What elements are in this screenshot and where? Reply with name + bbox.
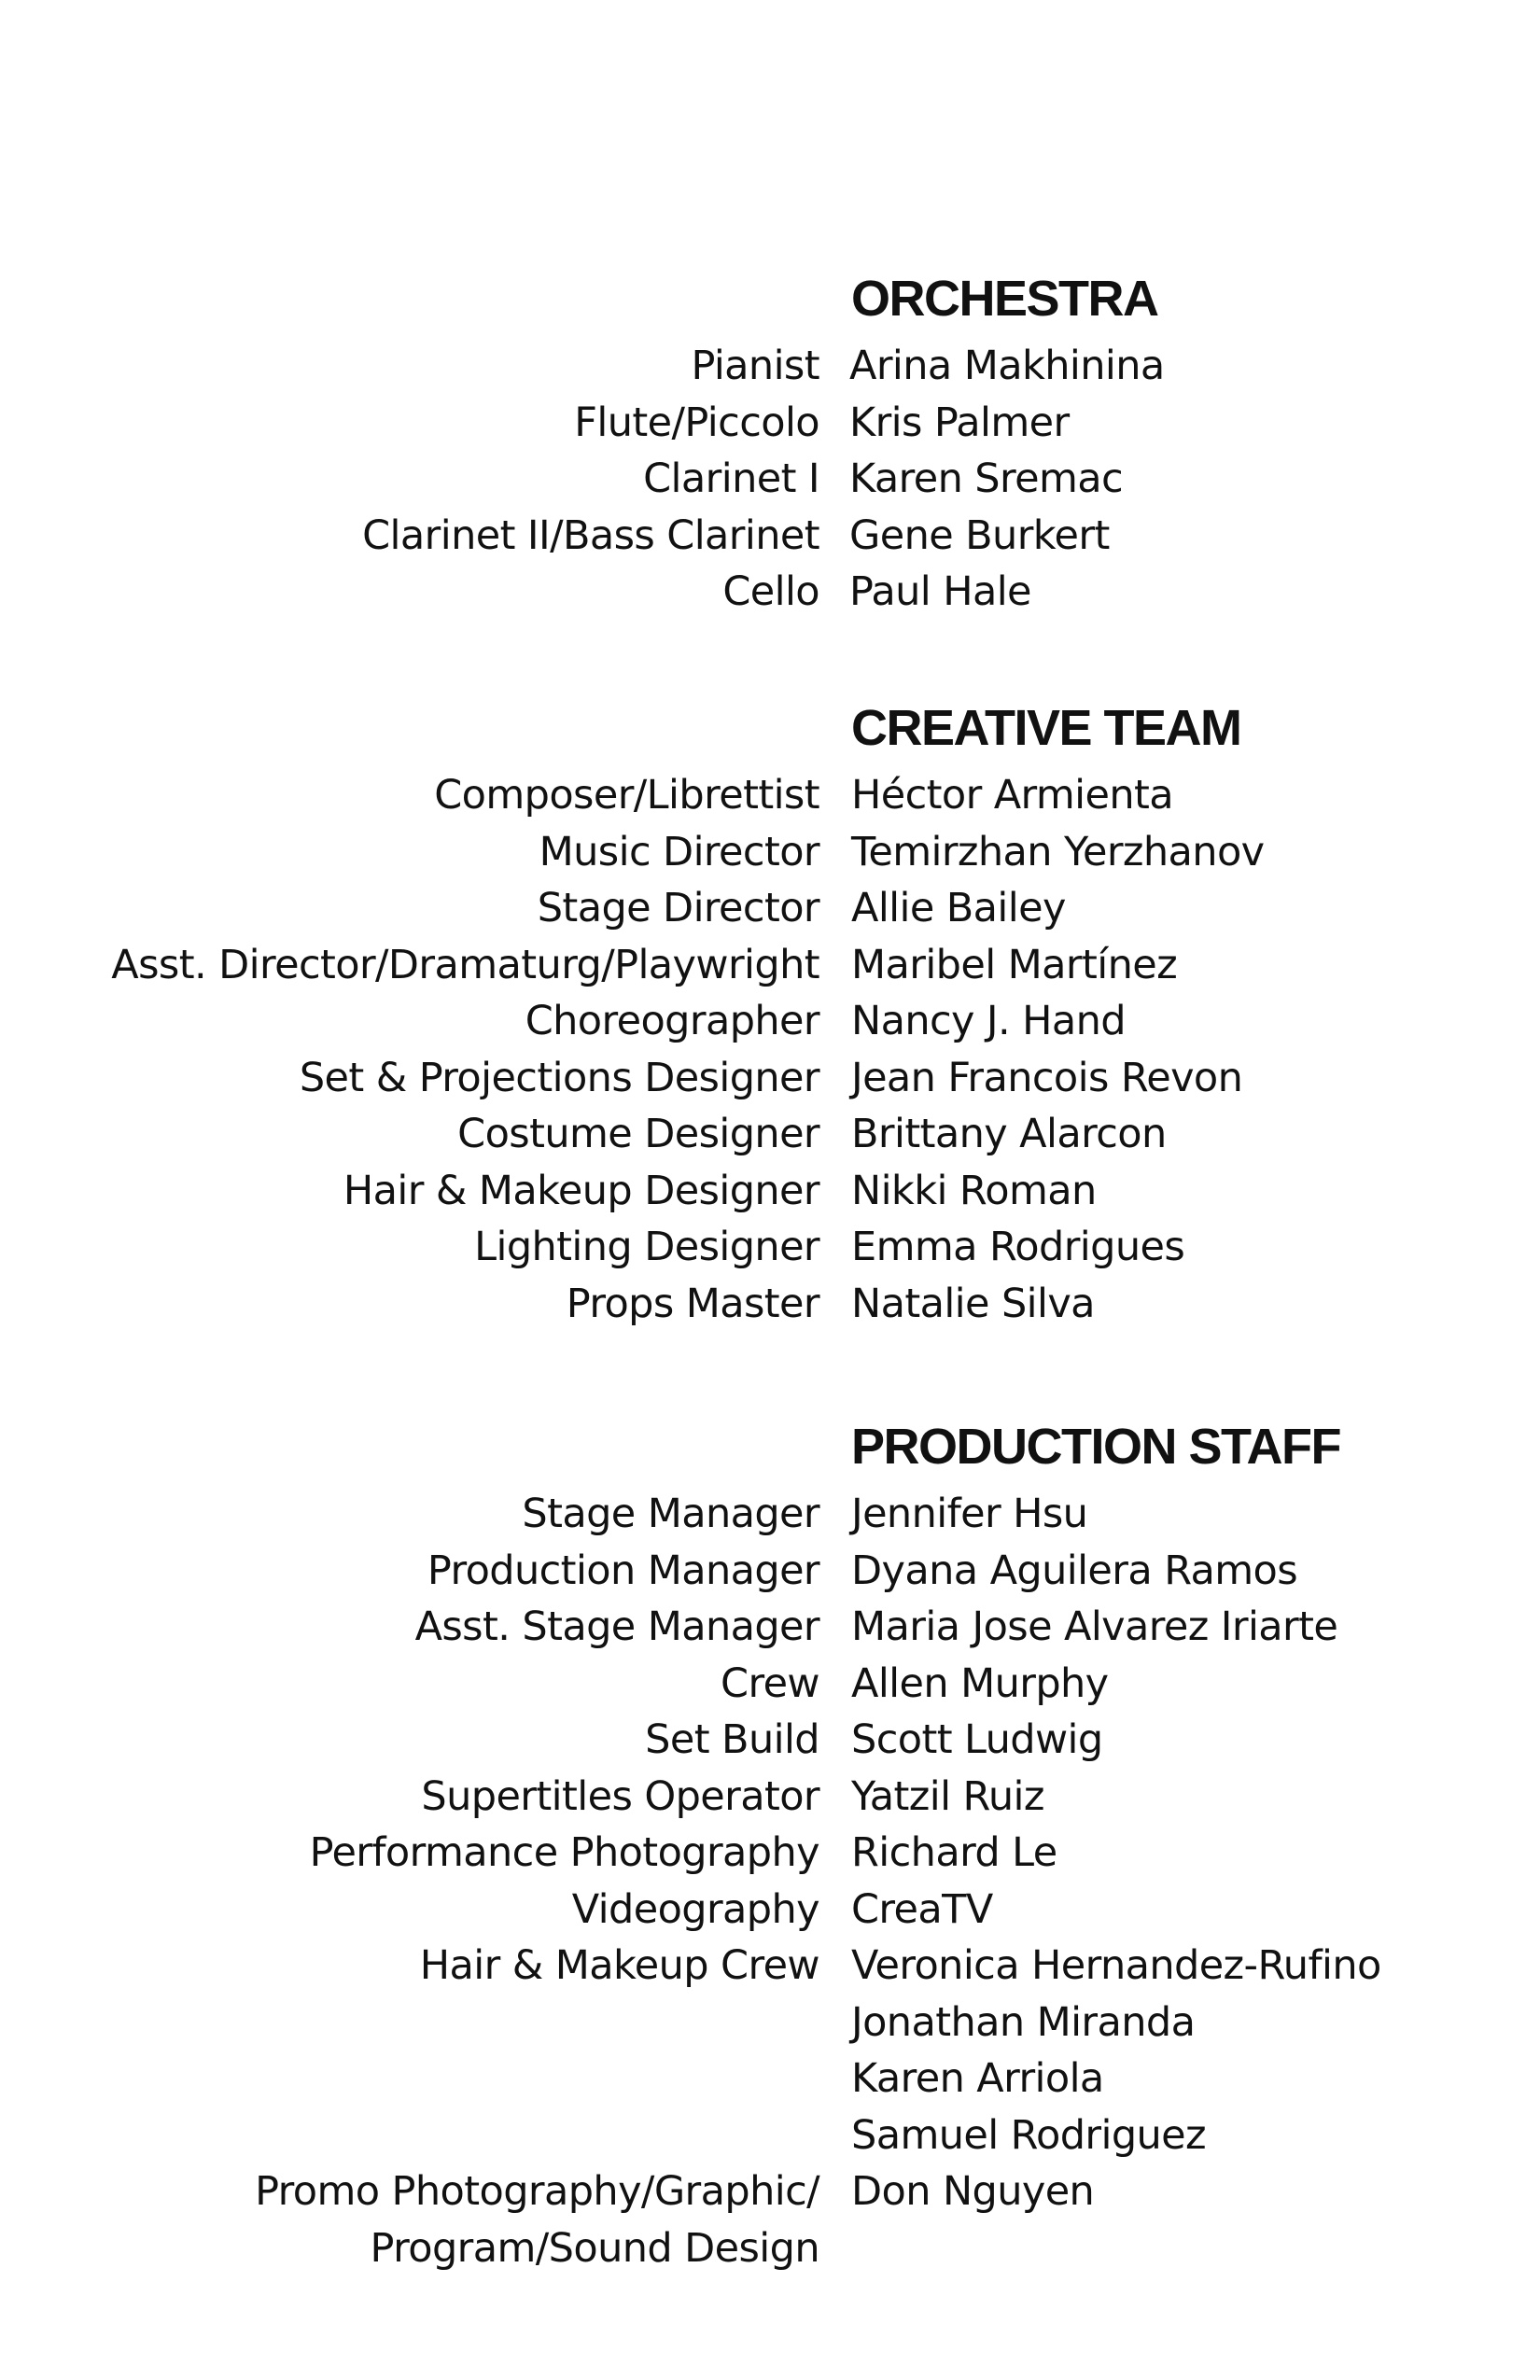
credit-row (0, 1486, 1540, 1543)
credit-row (0, 1995, 1540, 2051)
credit-role: Videography (571, 1885, 819, 1933)
credit-row (0, 1276, 1540, 1333)
credit-role: Set Build (645, 1716, 819, 1763)
credit-row (0, 2107, 1540, 2164)
credit-role: Choreographer (525, 998, 819, 1044)
credit-role: Flute/Piccolo (574, 399, 819, 446)
credit-name: Jennifer Hsu (851, 1491, 1088, 1537)
credit-name: CreaTV (851, 1885, 993, 1933)
credit-row (0, 564, 1540, 621)
credit-role: Composer/Librettist (434, 772, 819, 819)
credit-name: Richard Le (851, 1829, 1057, 1876)
credit-name: Veronica Hernandez-Rufino (851, 1942, 1381, 1989)
credit-row (0, 824, 1540, 881)
orchestra-heading: ORCHESTRA (851, 271, 1158, 327)
credit-row (0, 993, 1540, 1050)
credit-role: Crew (721, 1659, 819, 1707)
creative-team-list (0, 767, 1540, 1332)
credit-name: Allen Murphy (851, 1659, 1109, 1707)
credit-row (0, 1825, 1540, 1882)
credit-role: Pianist (691, 343, 819, 389)
credit-name: Héctor Armienta (851, 772, 1174, 819)
credit-role: Hair & Makeup Crew (419, 1942, 819, 1989)
credit-role: Costume Designer (457, 1111, 819, 1157)
credit-role: Production Manager (427, 1547, 819, 1594)
credit-row (0, 767, 1540, 824)
credit-name: Karen Sremac (849, 455, 1124, 502)
credit-row (0, 1106, 1540, 1163)
credit-role: Asst. Director/Dramaturg/Playwright (111, 941, 819, 988)
credit-role: Clarinet II/Bass Clarinet (362, 511, 819, 559)
credit-row (0, 1543, 1540, 1600)
credit-name: Paul Hale (849, 568, 1031, 615)
production-staff-list (0, 1486, 1540, 2276)
credit-name: Maria Jose Alvarez Iriarte (851, 1603, 1338, 1650)
credit-name: Nikki Roman (851, 1167, 1097, 1214)
credit-name: Yatzil Ruiz (851, 1772, 1044, 1820)
credit-row (0, 1599, 1540, 1656)
credit-role: Stage Manager (522, 1491, 819, 1537)
credit-row (0, 2220, 1540, 2277)
credit-role: Hair & Makeup Designer (343, 1167, 819, 1214)
credit-row (0, 1656, 1540, 1713)
credit-name: Kris Palmer (849, 399, 1070, 446)
credit-row (0, 451, 1540, 508)
credit-row (0, 880, 1540, 937)
credit-row (0, 1882, 1540, 1939)
credit-role: Music Director (539, 828, 819, 875)
credit-role: Stage Director (537, 885, 819, 931)
credit-row (0, 338, 1540, 395)
credit-row (0, 937, 1540, 994)
credit-role: Program/Sound Design (370, 2224, 819, 2272)
credit-name: Nancy J. Hand (851, 998, 1126, 1044)
production-staff-heading: PRODUCTION STAFF (851, 1419, 1340, 1475)
creative-team-heading: CREATIVE TEAM (851, 700, 1241, 756)
credit-name: Allie Bailey (851, 885, 1066, 931)
credit-row (0, 1163, 1540, 1220)
credit-name: Brittany Alarcon (851, 1111, 1167, 1157)
credit-row (0, 2051, 1540, 2107)
credit-role: Performance Photography (309, 1829, 819, 1876)
credit-row (0, 395, 1540, 452)
orchestra-list (0, 338, 1540, 621)
credit-role: Set & Projections Designer (299, 1054, 819, 1101)
credit-row (0, 1769, 1540, 1826)
credit-name: Dyana Aguilera Ramos (851, 1547, 1298, 1594)
credit-name: Karen Arriola (851, 2055, 1104, 2102)
credit-name: Arina Makhinina (849, 343, 1165, 389)
credit-row (0, 1050, 1540, 1107)
credit-row (0, 1712, 1540, 1769)
credit-role: Cello (722, 568, 819, 615)
credit-name: Emma Rodrigues (851, 1224, 1185, 1270)
credit-role: Lighting Designer (474, 1224, 819, 1270)
credit-name: Scott Ludwig (851, 1716, 1103, 1763)
credit-row (0, 508, 1540, 565)
credit-row (0, 1938, 1540, 1995)
credit-name: Jonathan Miranda (851, 1998, 1196, 2046)
credit-name: Samuel Rodriguez (851, 2111, 1207, 2159)
credit-role: Supertitles Operator (421, 1772, 819, 1820)
credit-role: Promo Photography/Graphic/ (255, 2168, 819, 2215)
credit-name: Temirzhan Yerzhanov (851, 828, 1265, 875)
credit-role: Asst. Stage Manager (414, 1603, 819, 1650)
credit-role: Props Master (566, 1280, 819, 1327)
credit-name: Jean Francois Revon (851, 1054, 1243, 1101)
credit-name: Gene Burkert (849, 511, 1110, 559)
credit-role: Clarinet I (643, 455, 819, 502)
credit-name: Don Nguyen (851, 2168, 1095, 2215)
credit-name: Natalie Silva (851, 1280, 1095, 1327)
credit-row (0, 1219, 1540, 1276)
credit-name: Maribel Martínez (851, 941, 1178, 988)
credit-row (0, 2163, 1540, 2220)
